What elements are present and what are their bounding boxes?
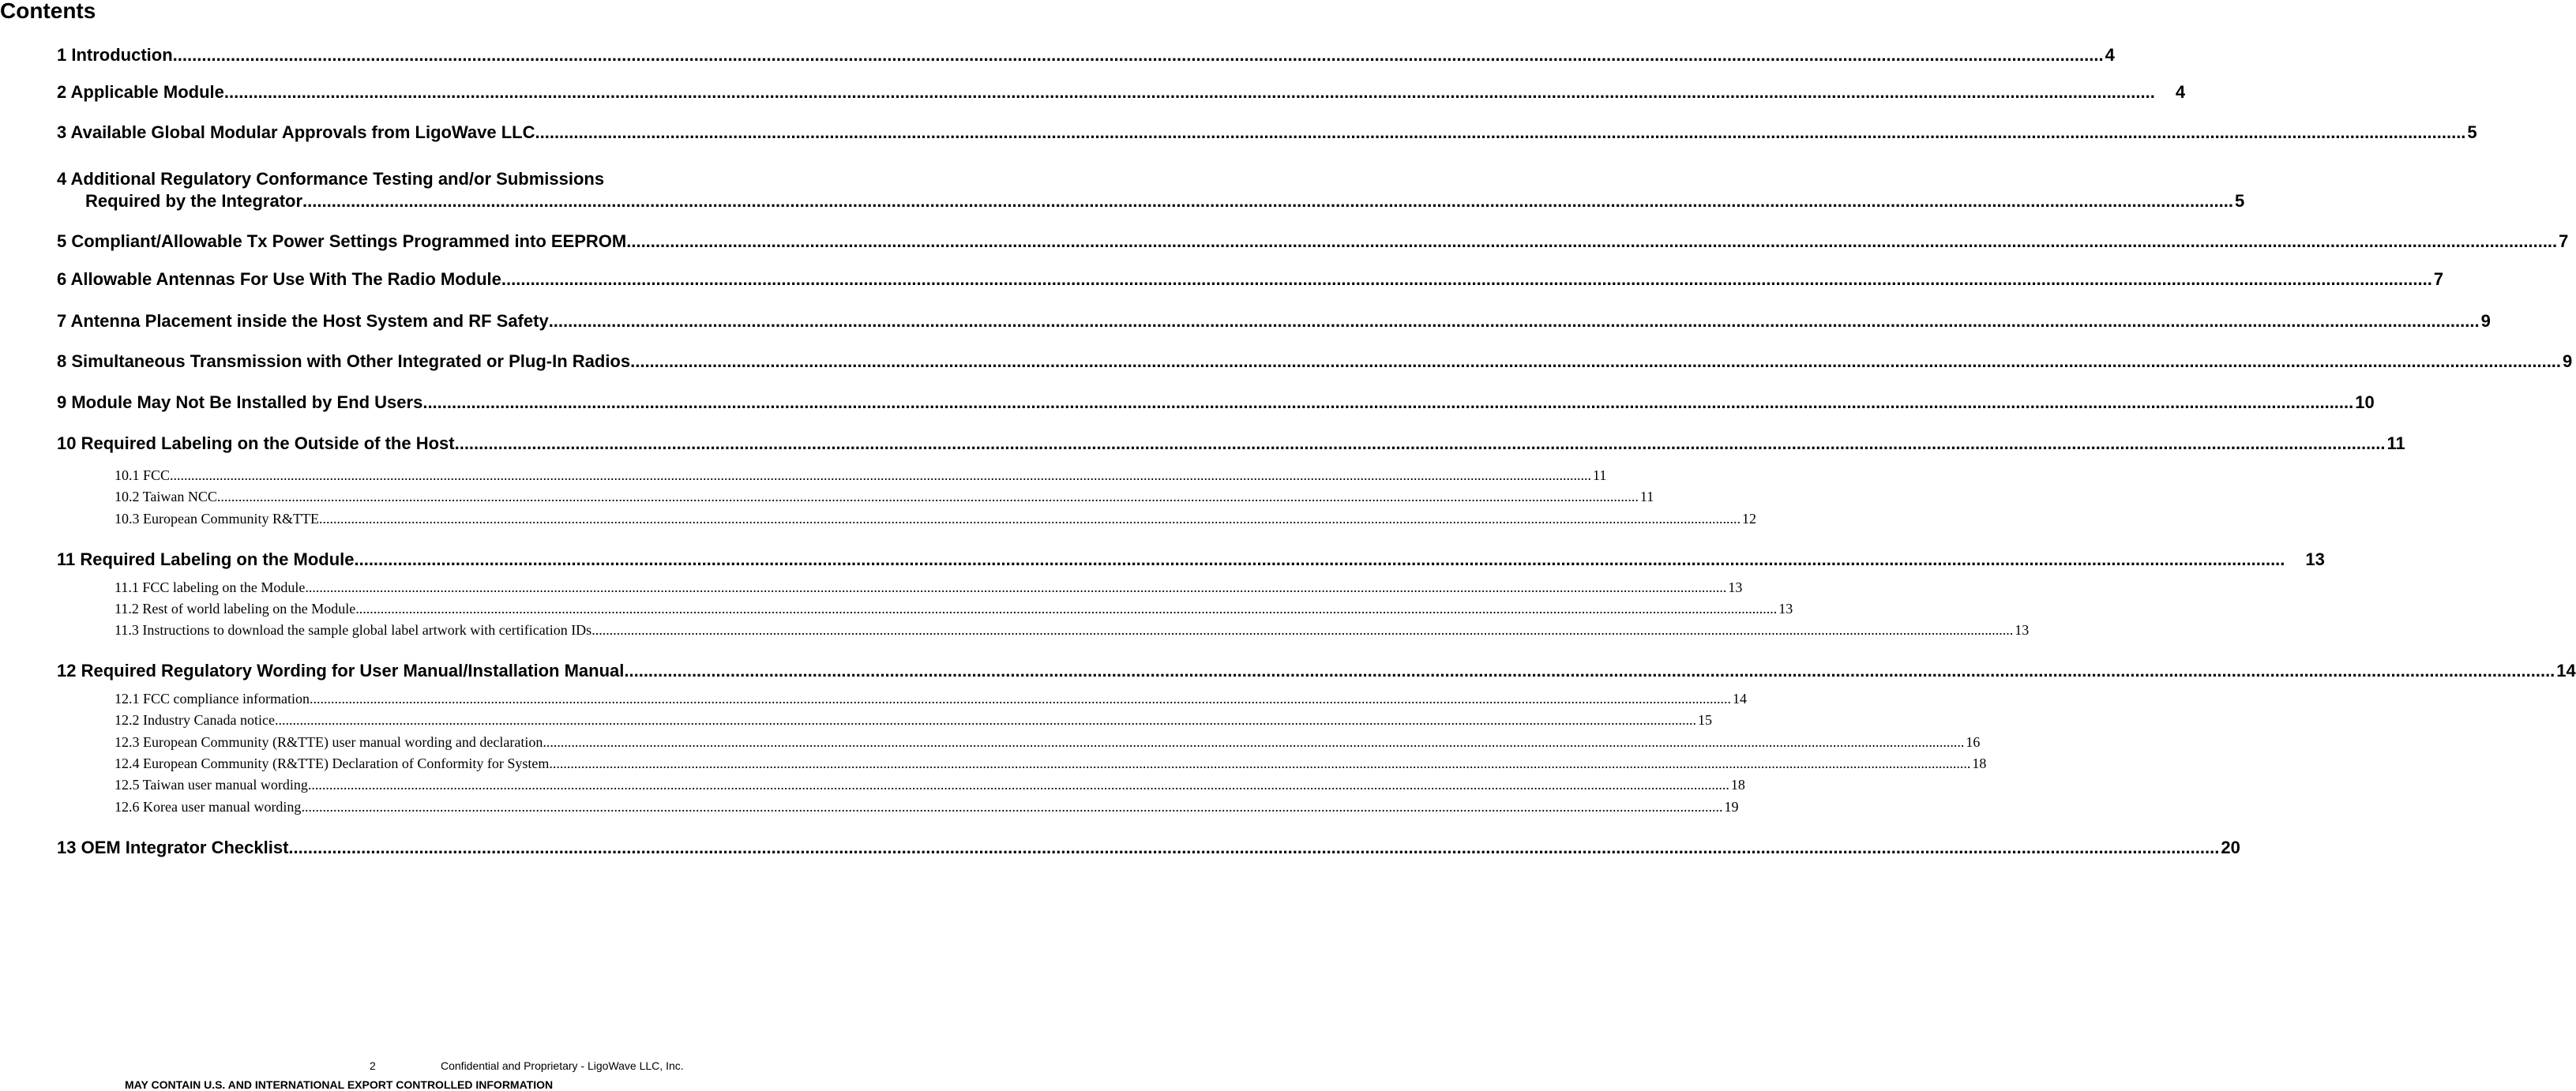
toc-subentry-fcc-compliance[interactable]	[115, 690, 1747, 707]
toc-entry-label: 12.3 European Community (R&TTE) user manual wording and declaration	[115, 734, 543, 750]
toc-page-number: 10	[2355, 392, 2375, 412]
toc-page-number: 20	[2221, 838, 2240, 857]
dot-leader: ................................................................................................................................................................................................................................................................................................................................................................................................................	[354, 549, 2285, 569]
toc-page-number: 5	[2467, 122, 2477, 142]
dot-leader: ................................................................................................................................................................................................................................................................................................................................................................................................................	[624, 661, 2555, 680]
toc-page-number: 4	[2105, 45, 2115, 65]
toc-subentry-taiwan-wording[interactable]	[115, 776, 1745, 793]
dot-leader: ................................................................................................................................................................................................................................................................................................................................................................................................................	[355, 601, 1778, 617]
toc-page-number: 13	[2305, 549, 2325, 569]
toc-subentry-taiwan-ncc[interactable]	[115, 488, 1654, 505]
toc-subentry-industry-canada[interactable]	[115, 711, 1712, 729]
dot-leader: ................................................................................................................................................................................................................................................................................................................................................................................................................	[630, 351, 2562, 371]
dot-leader: ................................................................................................................................................................................................................................................................................................................................................................................................................	[548, 311, 2480, 331]
dot-leader: ................................................................................................................................................................................................................................................................................................................................................................................................................	[216, 489, 1639, 504]
toc-entry-label: 10.1 FCC	[115, 467, 171, 483]
dot-leader: ................................................................................................................................................................................................................................................................................................................................................................................................................	[301, 799, 1723, 815]
toc-entry-oem-checklist[interactable]	[57, 838, 2240, 858]
dot-leader: ................................................................................................................................................................................................................................................................................................................................................................................................................	[549, 755, 1971, 771]
dot-leader: ................................................................................................................................................................................................................................................................................................................................................................................................................	[172, 45, 2104, 65]
toc-entry-additional-testing-line2[interactable]	[85, 191, 2245, 212]
dot-leader: ................................................................................................................................................................................................................................................................................................................................................................................................................	[626, 231, 2558, 251]
dot-leader: ................................................................................................................................................................................................................................................................................................................................................................................................................	[288, 838, 2220, 857]
dot-leader: ................................................................................................................................................................................................................................................................................................................................................................................................................	[170, 467, 1592, 483]
toc-subentry-rest-of-world[interactable]	[115, 600, 1793, 617]
toc-entry-label: 12.2 Industry Canada notice	[115, 712, 275, 728]
toc-entry-label: 10.3 European Community R&TTE	[115, 511, 319, 527]
toc-subentry-fcc[interactable]	[115, 467, 1607, 484]
toc-entry-label: 13 OEM Integrator Checklist	[57, 838, 289, 857]
toc-page-number: 11	[1593, 467, 1607, 483]
toc-entry-labeling-outside-host[interactable]	[57, 433, 2405, 454]
toc-entry-applicable-module[interactable]	[57, 82, 2186, 103]
toc-page-number: 12	[1741, 511, 1756, 527]
toc-entry-label: 10.2 Taiwan NCC	[115, 489, 217, 504]
toc-page-number: 18	[1972, 755, 1987, 771]
toc-entry-label: 5 Compliant/Allowable Tx Power Settings Programmed into EEPROM	[57, 231, 627, 251]
toc-page-number: 18	[1730, 777, 1745, 793]
dot-leader: ................................................................................................................................................................................................................................................................................................................................................................................................................	[274, 712, 1696, 728]
dot-leader: ................................................................................................................................................................................................................................................................................................................................................................................................................	[535, 122, 2466, 142]
toc-entry-label: 6 Allowable Antennas For Use With The Radio Module	[57, 269, 501, 289]
toc-entry-allowable-antennas[interactable]	[57, 269, 2444, 290]
toc-entry-label: 11 Required Labeling on the Module	[57, 549, 355, 569]
toc-entry-introduction[interactable]	[57, 45, 2115, 66]
toc-subentry-european-rtte[interactable]	[115, 510, 1756, 527]
toc-page-number: 13	[1778, 601, 1793, 617]
toc-entry-label: 11.2 Rest of world labeling on the Module	[115, 601, 356, 617]
page-title: Contents	[0, 0, 96, 23]
dot-leader: ................................................................................................................................................................................................................................................................................................................................................................................................................	[307, 777, 1729, 793]
footer-export-notice: MAY CONTAIN U.S. AND INTERNATIONAL EXPORT CONTROLLED INFORMATION	[125, 1078, 554, 1091]
dot-leader: ................................................................................................................................................................................................................................................................................................................................................................................................................	[302, 191, 2233, 211]
toc-entry-label: 1 Introduction	[57, 45, 173, 65]
toc-page-number: 7	[2559, 231, 2569, 251]
dot-leader: ................................................................................................................................................................................................................................................................................................................................................................................................................	[318, 511, 1740, 527]
toc-entry-label: 3 Available Global Modular Approvals from LigoWave LLC	[57, 122, 535, 142]
toc-page-number: 13	[2015, 622, 2030, 638]
toc-page-number: 15	[1697, 712, 1712, 728]
toc-page-number: 5	[2234, 191, 2245, 211]
toc-entry-regulatory-wording[interactable]	[57, 661, 2576, 681]
toc-entry-antenna-placement[interactable]	[57, 311, 2491, 332]
toc-entry-label: 11.1 FCC labeling on the Module	[115, 579, 306, 595]
dot-leader: ................................................................................................................................................................................................................................................................................................................................................................................................................	[501, 269, 2432, 289]
toc-entry-label: 12.1 FCC compliance information	[115, 691, 310, 707]
toc-entry-simultaneous-transmission[interactable]	[57, 351, 2573, 372]
toc-entry-label: 8 Simultaneous Transmission with Other Integrated or Plug-In Radios	[57, 351, 631, 371]
toc-entry-label: 7 Antenna Placement inside the Host System and RF Safety	[57, 311, 549, 331]
toc-entry-module-not-installed[interactable]	[57, 392, 2375, 413]
toc-entry-labeling-module[interactable]	[57, 549, 2325, 570]
dot-leader: ................................................................................................................................................................................................................................................................................................................................................................................................................	[422, 392, 2354, 412]
toc-entry-label: 12.5 Taiwan user manual wording	[115, 777, 308, 793]
dot-leader: ................................................................................................................................................................................................................................................................................................................................................................................................................	[454, 433, 2386, 453]
toc-entry-global-modular-approvals[interactable]	[57, 122, 2477, 143]
dot-leader: ................................................................................................................................................................................................................................................................................................................................................................................................................	[305, 579, 1727, 595]
toc-page-number: 11	[2386, 433, 2405, 453]
toc-page-number: 9	[2480, 311, 2491, 331]
toc-entry-label: 12.6 Korea user manual wording	[115, 799, 302, 815]
toc-page-number: 9	[2563, 351, 2573, 371]
toc-entry-label: 2 Applicable Module	[57, 82, 224, 102]
footer-page-number: 2	[370, 1059, 376, 1072]
dot-leader: ................................................................................................................................................................................................................................................................................................................................................................................................................	[543, 734, 1965, 750]
toc-subentry-korea-wording[interactable]	[115, 798, 1739, 815]
toc-entry-tx-power-settings[interactable]	[57, 231, 2569, 252]
toc-page-number: 13	[1728, 579, 1743, 595]
dot-leader: ................................................................................................................................................................................................................................................................................................................................................................................................................	[223, 82, 2155, 102]
toc-page-number: 11	[1639, 489, 1654, 504]
toc-page-number: 16	[1966, 734, 1981, 750]
toc-page-number: 7	[2433, 269, 2444, 289]
toc-entry-label: 12.4 European Community (R&TTE) Declaration of Conformity for System	[115, 755, 550, 771]
toc-page-number: 4	[2175, 82, 2186, 102]
toc-subentry-fcc-labeling[interactable]	[115, 579, 1743, 596]
toc-page-number: 14	[2556, 661, 2576, 680]
toc-entry-label: 10 Required Labeling on the Outside of the Host	[57, 433, 455, 453]
dot-leader: ................................................................................................................................................................................................................................................................................................................................................................................................................	[591, 622, 2014, 638]
dot-leader: ................................................................................................................................................................................................................................................................................................................................................................................................................	[309, 691, 1731, 707]
toc-entry-label: 11.3 Instructions to download the sample global label artwork with certification IDs	[115, 622, 592, 638]
footer-confidential-notice: Confidential and Proprietary - LigoWave LLC, Inc.	[441, 1059, 684, 1072]
toc-page-number: 14	[1732, 691, 1747, 707]
toc-subentry-label-artwork[interactable]	[115, 621, 2030, 639]
toc-entry-label: Required by the Integrator	[85, 191, 303, 211]
toc-subentry-rtte-declaration[interactable]	[115, 755, 1987, 772]
toc-entry-additional-testing-line1[interactable]: 4 Additional Regulatory Conformance Testing and/or Submissions	[57, 169, 605, 189]
toc-subentry-rtte-user-manual[interactable]	[115, 733, 1981, 751]
toc-entry-label: 12 Required Regulatory Wording for User Manual/Installation Manual	[57, 661, 625, 680]
toc-page-number: 19	[1724, 799, 1739, 815]
toc-entry-label: 9 Module May Not Be Installed by End Users	[57, 392, 423, 412]
